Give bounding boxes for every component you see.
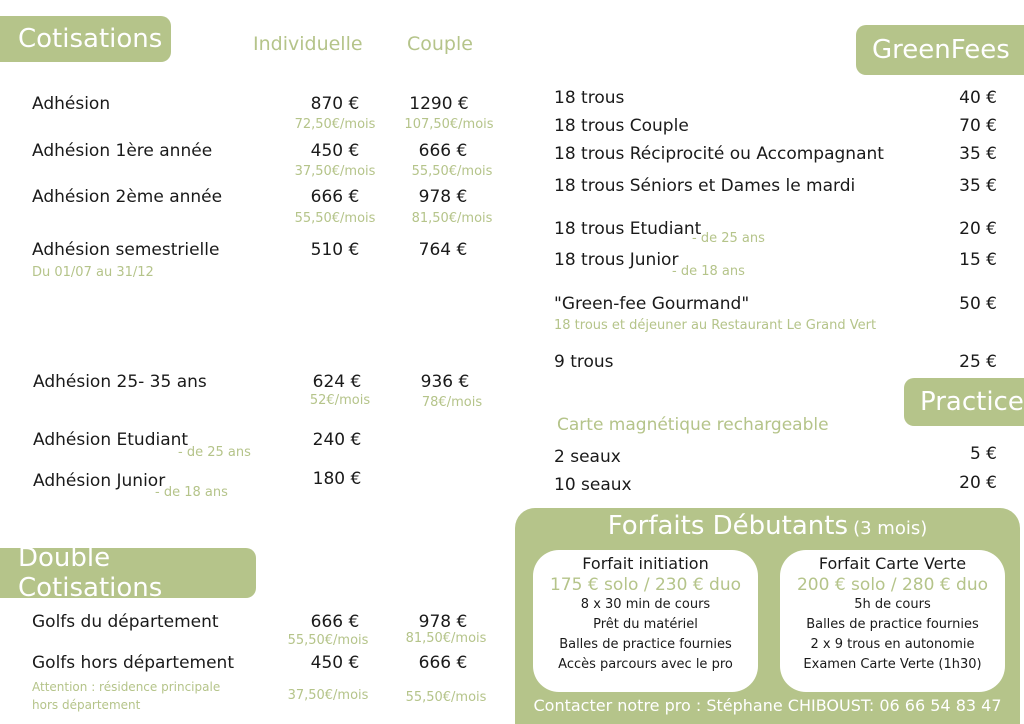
greenfee-label: 18 trous Couple <box>554 116 689 136</box>
forfait-card-carte-verte <box>780 550 1005 692</box>
greenfee-price: 70 € <box>959 116 997 136</box>
forfait-card-line: 2 x 9 trous en autonomie <box>810 637 975 652</box>
cotisation-monthly-individuelle: 37,50€/mois <box>294 164 376 179</box>
double-cotisation-label: Golfs hors département <box>32 653 234 673</box>
cotisation-price-individuelle: 240 € <box>312 430 362 450</box>
cotisation-monthly-couple: 81,50€/mois <box>411 211 493 226</box>
practice-price: 5 € <box>969 444 997 464</box>
double-cotisation-label: Golfs du département <box>32 612 219 632</box>
cotisation-price-individuelle: 624 € <box>312 372 362 392</box>
forfait-card-line: Accès parcours avec le pro <box>558 657 733 672</box>
cotisation-price-couple: 764 € <box>418 240 468 260</box>
cotisation-label: Adhésion Junior <box>33 471 166 491</box>
forfait-card-line: Balles de practice fournies <box>559 637 732 652</box>
forfaits-title-line <box>515 511 1020 541</box>
greenfee-price: 15 € <box>959 250 997 270</box>
double-price-individuelle: 450 € <box>310 653 360 673</box>
forfaits-duration: (3 mois) <box>853 518 928 539</box>
practice-price: 20 € <box>959 473 997 493</box>
column-header-couple: Couple <box>407 33 473 55</box>
greenfee-label: 18 trous Réciprocité ou Accompagnant <box>554 144 884 164</box>
cotisation-monthly-couple: 55,50€/mois <box>411 164 493 179</box>
cotisation-price-individuelle: 666 € <box>310 187 360 207</box>
cotisation-price-couple: 666 € <box>418 141 468 161</box>
double-cotisation-note: hors département <box>32 698 141 712</box>
greenfees-header <box>856 25 1024 75</box>
cotisations-header <box>0 16 171 62</box>
forfait-card-title: Forfait Carte Verte <box>818 554 967 573</box>
cotisation-label: Adhésion <box>32 94 111 114</box>
double-cotisation-note: Attention : résidence principale <box>32 680 221 694</box>
greenfee-label: 9 trous <box>554 352 614 372</box>
double-price-individuelle: 666 € <box>310 612 360 632</box>
greenfee-note: - de 18 ans <box>672 264 745 279</box>
greenfee-label: 18 trous Etudiant <box>554 219 702 239</box>
forfaits-title: Forfaits Débutants <box>607 511 849 541</box>
forfait-card-line: Examen Carte Verte (1h30) <box>803 657 982 672</box>
cotisation-price-individuelle: 450 € <box>310 141 360 161</box>
greenfee-price: 25 € <box>959 352 997 372</box>
forfait-card-line: 8 x 30 min de cours <box>580 597 711 612</box>
double-monthly-couple: 55,50€/mois <box>405 690 487 705</box>
greenfees-title: GreenFees <box>872 35 1010 65</box>
cotisation-note: - de 25 ans <box>178 445 251 460</box>
double-price-couple: 666 € <box>418 653 468 673</box>
forfait-card-line: Prêt du matériel <box>593 617 698 632</box>
double-cotisations-title: Double Cotisations <box>18 543 163 603</box>
greenfee-price: 20 € <box>959 219 997 239</box>
greenfee-label: "Green-fee Gourmand" <box>554 294 750 314</box>
practice-label: 2 seaux <box>554 447 621 467</box>
forfait-card-title: Forfait initiation <box>582 554 709 573</box>
cotisation-monthly-individuelle: 55,50€/mois <box>294 211 376 226</box>
forfait-card-line: 5h de cours <box>854 597 931 612</box>
forfaits-debutants-panel <box>515 508 1020 724</box>
cotisation-monthly-couple: 107,50€/mois <box>404 117 494 132</box>
double-price-couple: 978 € <box>418 612 468 632</box>
forfait-card-line: Balles de practice fournies <box>806 617 979 632</box>
forfait-card-price: 175 € solo / 230 € duo <box>549 575 742 595</box>
practice-subtitle: Carte magnétique rechargeable <box>557 415 829 435</box>
cotisation-monthly-individuelle: 52€/mois <box>309 393 371 408</box>
double-monthly-couple: 81,50€/mois <box>405 631 487 646</box>
forfait-card-initiation <box>533 550 758 692</box>
greenfee-price: 50 € <box>959 294 997 314</box>
forfaits-contact: Contacter notre pro : Stéphane CHIBOUST: 06 66 54 83 47 <box>533 696 1002 715</box>
cotisations-title: Cotisations <box>18 24 163 54</box>
double-cotisations-header <box>0 543 256 603</box>
cotisation-price-individuelle: 870 € <box>310 94 360 114</box>
cotisation-price-couple: 1290 € <box>409 94 469 114</box>
cotisation-label: Adhésion semestrielle <box>32 240 220 260</box>
cotisation-monthly-couple: 78€/mois <box>421 395 483 410</box>
greenfee-label: 18 trous <box>554 88 625 108</box>
greenfee-note: 18 trous et déjeuner au Restaurant Le Grand Vert <box>554 318 877 333</box>
cotisation-price-couple: 978 € <box>418 187 468 207</box>
forfait-card-price: 200 € solo / 280 € duo <box>796 575 989 595</box>
greenfee-price: 35 € <box>959 144 997 164</box>
cotisation-note: Du 01/07 au 31/12 <box>32 265 154 280</box>
greenfee-note: - de 25 ans <box>692 231 765 246</box>
cotisation-label: Adhésion 1ère année <box>32 141 213 161</box>
practice-title: Practice <box>920 387 1024 417</box>
cotisation-label: Adhésion 2ème année <box>32 187 223 207</box>
cotisation-price-individuelle: 180 € <box>312 469 362 489</box>
column-header-individuelle: Individuelle <box>253 33 363 55</box>
greenfee-label: 18 trous Séniors et Dames le mardi <box>554 176 856 196</box>
practice-header <box>904 378 1024 426</box>
double-monthly-individuelle: 55,50€/mois <box>287 633 369 648</box>
double-monthly-individuelle: 37,50€/mois <box>287 688 369 703</box>
greenfee-label: 18 trous Junior <box>554 250 679 270</box>
cotisation-label: Adhésion 25- 35 ans <box>33 372 207 392</box>
greenfee-price: 35 € <box>959 176 997 196</box>
cotisation-price-couple: 936 € <box>420 372 470 392</box>
cotisation-note: - de 18 ans <box>155 485 228 500</box>
cotisation-monthly-individuelle: 72,50€/mois <box>294 117 376 132</box>
cotisation-price-individuelle: 510 € <box>310 240 360 260</box>
practice-label: 10 seaux <box>554 475 632 495</box>
greenfee-price: 40 € <box>959 88 997 108</box>
cotisation-label: Adhésion Etudiant <box>33 430 189 450</box>
